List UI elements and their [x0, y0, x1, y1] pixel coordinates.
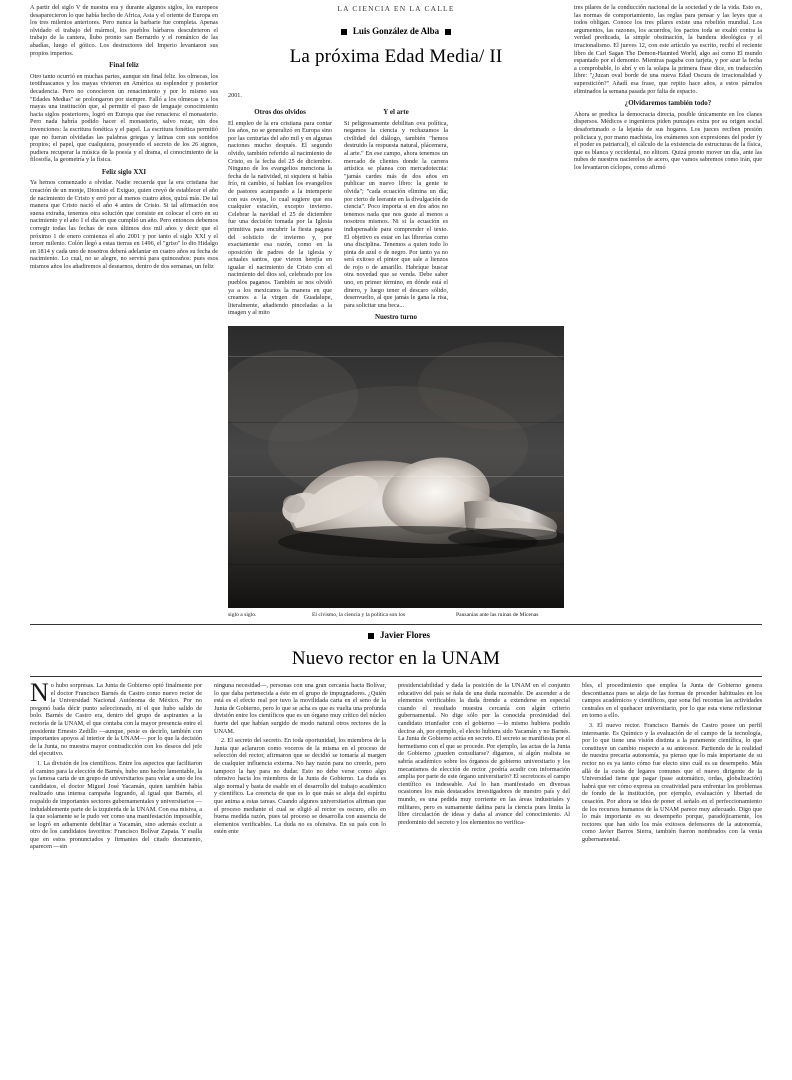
dateline-text: 2001.	[228, 92, 242, 99]
section-heading: Final feliz	[109, 61, 139, 70]
paragraph: El empleo de la era cristiana para contar los años, no se generalizó en Europa sino por las centurias del año mil y en algunas naciones mucho después. El segundo olvido, también referido al nacimiento de Cristo, es la fecha del 25 de diciembre. Ninguno de los evangelios menciona la fecha de la natividad, ni siquiera si había frío, ni cambio, sí hablan los evangelios de pastores acampando a la intemperie con sus ovejas, lo cual sugiere que era cualquier estación, excepto invierno. Celebrar la navidad el 25 de diciembre fue una decisión tomada por la Iglesia primitiva para encubrir la fiesta pagana del solsticio de invierno y, por exactamente esa razón, como en la oposición de padres de la iglesia y actuales santos, que vieron herejía en igualar el nacimiento de Cristo con el nacimiento del dios sol, celebrado por los pueblos paganos. También se nos olvidó ya a los mexicanos la manera en que creamos a la virgen de Guadalupe, literalmente, añadiendo pinceladas a la imagen y al mito	[228, 119, 332, 317]
divider	[30, 624, 762, 625]
paragraph: Otro tanto ocurrió en muchas partes, aunque sin final feliz. los olmecas, los teotihuacanos y los mayas vivieron en América su esplendor y posterior decadencia. Pero no conocieron un renacimiento y por lo mismo sus "Edades Medias" se prolongaron por siempre. Falló a los olmecas y a los mayas una institución que, al permitir el paso de lenguaje conocimiento hacia siglos posteriores, logró en Europa que ése renaciera: el monasterio. Pero nada habría podido hacer el monasterio, salvo rezar, sin dos invenciones: la escritura fonética y el papel. La escritura fonética permitió que no fueran olvidadas las palabras griegas y latinas con sus sonidos propios; el papel, que cualquiera, poseyendo el secreto de los 26 signos, pudiera recuperar la música de la poesía y el drama, el conocimiento de la filosofía, la geometría y la física.	[30, 72, 218, 164]
article-headline: La próxima Edad Media/ II	[289, 46, 503, 67]
article-photo	[228, 326, 564, 608]
section-heading: ¿Olvidaremos también todo?	[624, 99, 712, 108]
bottom-column-4	[582, 682, 762, 845]
article-column-2	[344, 104, 448, 325]
top-right-column	[574, 4, 762, 173]
byline-name: Luis González de Alba	[352, 26, 440, 36]
paragraph: Si peligrosamente debilitan ova política, negamos la ciencia y rechazamos la civilidad del diálogo, también "hemos destruido la respuesta natural, plácemera, al arte." En ese campo, ahora tenemos un mercado de clientes donde la carrera artística se planea con mercadotecnia: "jamás cardes más de dos años en publicar un nuevo libro: la gente te olvida"; "cada ecuación elimina un día; por cierto de leerante en la divulgación de ciencia". Poco importa si en dos años no tenemos nada que nos guste al menos a nosotros mismos. Ni si la ecuación es indispensable para comprender el texto. El objetivo es estar en las librerías como una disciplina. Tenemos a quien todo lo pinta de azul o de negro. Por tanto ya no será exitoso el pintor que sale a lienzos de rojo o de amarillo. Habríque buscar otra novedad que se venda. Debe saber uno, en primer término, en dónde está el dinero, y luego tener el descaro sólido, desenvuelto, al que jamás le gana la risa, para solicitar una beca...	[344, 119, 448, 309]
photo-caption-center: El civismo, la ciencia y la política son los	[312, 612, 406, 618]
square-bullet-icon	[368, 633, 374, 639]
bottom-column-3	[398, 682, 570, 828]
masthead-title: LA CIENCIA EN LA CALLE	[337, 4, 455, 13]
paragraph: tres pilares de la conducción nacional de la sociedad y de la vida. Esto es, las normas de comportamiento, las reglas para pensar y las leyes que a todos obligan. Conoce los tres pilares existe una rebelión mundial. Los argumentos, las razones, los acuerdos, los pactos toda se exaltó contra la verdad predicada, la simple obstinación, la bandera ideológica y el irracionalismo. El jueves 12, con este artículo ya escrito, recibí el reciente libro de Carl Sagan The Demon-Haunted World, algo así como El mundo espantado por el demonio. Mientras pagaba con tarjeta, y por azar la fecha a comprobable, lo abrí y en la solapa la primera frase dice, en traducción libre: "¿Juzan oval borde de una nueva Edad Oscura de irracionalidad y superstición?" Añadí esa frase, que repito hace años, a estos párrafos eliminados la semana pasada por falta de espacio.	[574, 4, 762, 95]
square-bullet-icon	[445, 29, 451, 35]
paragraph: ninguna necesidad—, personas con una gran cercanía hacia Bolívar, lo que daba pertenecida a éste en el grupo de impugnadores. ¿Quién está es el efecto real por tuvo la movilidada carta en el seno de la Junta de Gobierno, pero lo que se acha es que es vuelta una profunda división entre los científicos que es un órgano muy crítico del núcleo fuerte del que habían surgido de modo natural otros rectores de la UNAM.	[214, 682, 386, 735]
paragraph	[30, 678, 202, 758]
section-heading: Y el arte	[383, 108, 409, 116]
top-left-column	[30, 4, 218, 273]
photo-caption-right: Pausanias ante las ruinas de Micenas	[456, 612, 539, 618]
paragraph-text: o hubo sorpresas. La Junta de Gobierno optó finalmente por el doctor Francisco Barnés de Castro como nuevo rector de la Universidad Nacional Autónoma de México. Por no pregonó bada décir punto seleccionado, ni el que hubo salido de bolo. Barnés de Castro era, dentro del grupo de aspirantes a la rectoría de la UNAM, el que contaba con la mayor presencia entre el presidente Ernesto Zedillo —aunque, pesie es decirlo, también con importantes apoyos al interior de la UNAM— por lo que la decisión de la Junta, no muestra mayor contradicción con los deseos del jefe del ejecutivo.	[30, 682, 202, 758]
paragraph: bles, el procedimiento que emplea la Junta de Gobierno genera descontianza pues se aleja de las formas de proceder habituales en los campos académicos y científicos, que sona fiel recontas las actividades centrales en el quehacer universitario, por lo que esta viene reflexionar en torno a ello.	[582, 682, 762, 720]
photo-caption-left: siglo a siglo.	[228, 612, 257, 618]
paragraph: Ya hemos comenzado a olvidar. Nadie recuerda que la era cristiana fue creación de un monje, Dionisio el Exiguo, quien creyó de establecer el año de nacimiento de Cristo y erró por al menos cuatro años, quizá más. De tal manera que Cristo nació el año 4 antes de Cristo. Si tal afirmación nos suena extraña, tenemos otra solución que consiste en colocar el cero en su nacimiento y el año 1 el día en que cumplió un año. Pero entonces debemos corregir todas las fechas de esos últimos dos mil años y decir que el próximo 1 de enero comienza el año 2001 y por tanto el siglo XXI y el tercer milenio. Colón llegó a estas tierras en 1496, el "griso" lo dio Hidalgo en 1814 y cada uno de nosotros deberá adelantar en cuatro años su fecha de nacimiento. Lo cual, no se alegre, no servirá para quinceaños: pues esos mismos años los añadiremos al desearnos, dentro de dos semanas, un feliz	[30, 179, 218, 270]
square-bullet-icon	[341, 29, 347, 35]
article-column-1	[228, 104, 332, 319]
article-dateline	[228, 92, 328, 102]
paragraph: A partir del siglo V de nuestra era y durante algunos siglos, los europeos desaparecieron lo que había hecho de Africa, Asia y el oriente de Europa en los tres milenios anteriores. Pero nunca la barbarie fue completa. Apenas olvidado el trabajo del mármol, los pueblos bárbaros descubrieron el trabajo de la cantera, llubo pronto san Bernardo y el románico de las abadías, luego el gótico. Los destructores del Imperio levantaron sus propios imperios.	[30, 4, 218, 57]
article-byline	[228, 26, 564, 36]
paragraph: presidenciabilidad y dada la posición de la UNAM en el conjunto educativo del país se ñala de una duda razonable. De ascender a de elementos verificables la duda ñrende a extenderse en especial cuando el resultado muestra cercanía con algún criterio gubernamental. No dige sólo por la conocida proximidad del candidato triunfador con el gobierno —lo mismo hubiera podido decirse ah, por ejemplo, el electo hubiera sido Yacamán y no Barnés. La Junta de Gobierno actúa en secreto. El secreto se manifiesta por el hermetismo con el que se procede. Por ejemplo, las actas de la Junta de Gobierno ¿pueden consultarse? digamos, sí algún realista se sabría académico sobre los órganos de gobierno universitario y los mecanismos de elección de rector ¿podría acudir con información amplia por parte de este órgano universitario? El secretoces el campo científico es indeseable. Así lo han manifestado en diversas ocasiones los más destacados investigadores de nuestro país y del mundo, es una pedida muy corriente en las áreas industriales y militares, pero es sumamente dañina para la ciencia pues limita la libre circulación de ideas y daña al avance del conocimiento. Al predominio del secreto y los elementos no verifica-	[398, 682, 570, 826]
bottom-column-1	[30, 678, 202, 853]
byline-name: Javier Flores	[380, 630, 430, 640]
bottom-article-byline	[30, 630, 762, 640]
bottom-article-headline: Nuevo rector en la UNAM	[291, 648, 501, 669]
paragraph: 1. La división de los científicos. Entre los aspectos que facilitaron el camino para la elección de Barnés, hubo uno hecho lamentable, la ya famosa carta de un grupo de universitarios para velar a uno de los candidatos, el doctor Miguel José Yacamán, quien también había realizado una intensa campaña logrando, al igual que Barnés, el respaldo de importantes sectores gubernamentales y universitarios —indudablemente parte de la izquierda de la UNAM. Con esa misiva, a la que solamente se le pudo ver como una manifestación impossible, se logró en adiamente debilitar a Yacamán, sino además excluir a otro de los candidatos favoritos: Francisco Bolívar Zapata. Y esalla que en estos pronunciados y firmantes del citado documento, aparecen —sin	[30, 759, 202, 851]
drop-cap: N	[30, 678, 49, 707]
section-heading: Otros dos olvidos	[254, 108, 306, 116]
section-heading: Feliz siglo XXI	[101, 167, 147, 176]
paragraph: 3. El nuevo rector. Francisco Barnés de Castro posee un perfil interesante. Es Químico y la evaluación de el campo de la tecnología, por lo que tiene una visión distinta a la puramente científica, lo que constituye un cambio respecto a su antecesor. Partiendo de la realidad de nuestra precaria autonomía, ya pienso que lo más importante de su rector no es ya tanto cómo fue electo sino cuál es su desempeño. Más allá de la cuota de legares comunes que el nuevo dirigente de la Universidad tiene que pagar (pase automático, ordas, globalización) habrá que ver cómo expresa su creatividad para enfrentar los problemas de fondo de la institución, por ejemplo, evaluación y libertad de cesación. Por ahora se idea de poner el señalo en el perfeccionamiento de los recursos humanos de la UNAM parece muy adecuado. Digo que lo más importante es su desempeño porque, paradójicamente, los rectores que han sido los más exitosos defensores de la autonomía, como Javier Barros Sierra, también fueron nombrados con la venia gubernamental.	[582, 721, 762, 843]
paragraph: 2. El secreto del secreto. En toda oportunidad, los miembros de la Junta que aclararon como voceros de la misma en el proceso de selección del rector, afirmaron que se decidió se tomaría al margen de cualquier influencia externa. No hay razón para no creerlo, pero tampoco la hay para no dudar. Esto no debe verse como algo ofensivo hacia los miembros de la Junta de Gobierno. La duda es algo normal y basta de esable en el desarrollo del trabajo académico y científico. La creencia de que es lo que más se aleja del espíritu que anima a estas tareas. Cuando algunos universitarios afirman que el proceso mediante el cual se eligió al rector es oscuro, ello en buena medida razón, pues tal proceso se desarrolla con ausencia de elementos verificables. La duda no es ofensiva. En su país con lo estén ente	[214, 737, 386, 836]
section-heading: Nuestro turno	[374, 313, 418, 322]
bottom-column-2	[214, 682, 386, 838]
photo-graphic	[228, 326, 564, 608]
paragraph: Ahora se predica la democracia directa, posible únicamente en los clanes dispersos. Médicos e ingenieros piden punzajes extra por su origen social desafortunado o la lejanía de sus hogares. Los jueces reciben presión policiaca y, por mano machista, los exámenes son expresiones del poder (y el poder es patriarcal), el cálculo de la existencia de estructuras de la física, que es blanca y occidental, no elitcen. Quizá pronto mover un día, ante las nubes de nuestros nacierelos de acero, que vamos sabremos como irán, que los levantaron cíclopes, como afirmó	[574, 110, 762, 171]
divider	[30, 676, 762, 677]
